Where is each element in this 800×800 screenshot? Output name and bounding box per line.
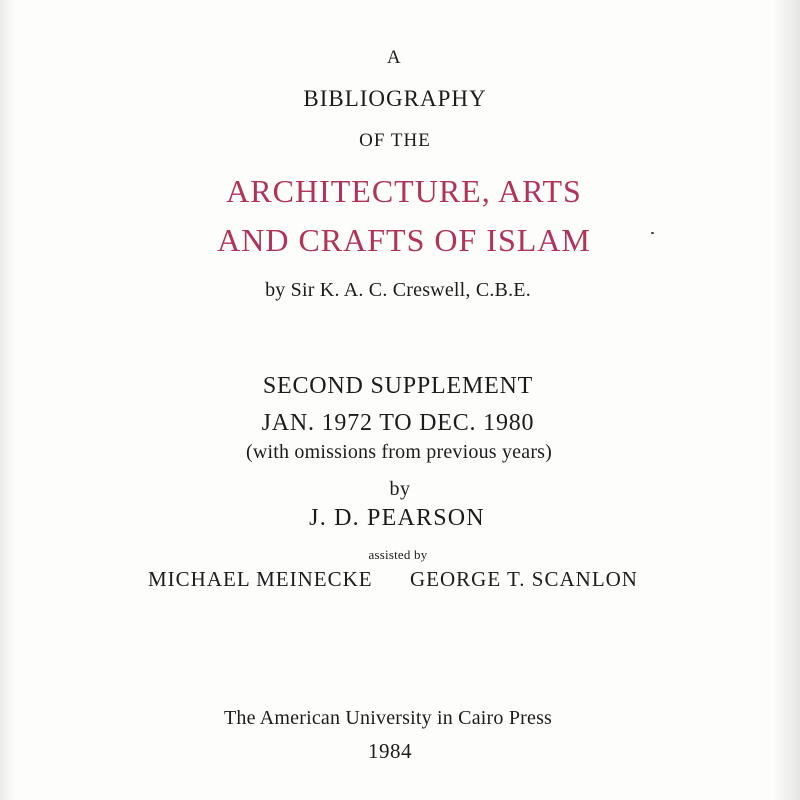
original-author: by Sir K. A. C. Creswell, C.B.E.	[265, 279, 531, 301]
title-of-the: OF THE	[359, 130, 431, 151]
by-label: by	[389, 478, 411, 500]
supplement-title: SECOND SUPPLEMENT	[262, 373, 534, 399]
main-title-line-1: ARCHITECTURE, ARTS	[226, 173, 582, 209]
title-article: A	[386, 47, 402, 68]
editor-name: J. D. PEARSON	[309, 505, 485, 531]
date-range: JAN. 1972 TO DEC. 1980	[261, 410, 535, 436]
scan-edge-shadow-right	[772, 0, 800, 800]
title-bibliography: BIBLIOGRAPHY	[303, 86, 487, 111]
ink-speck	[651, 232, 654, 234]
omissions-note: (with omissions from previous years)	[245, 441, 553, 463]
assisted-by-label: assisted by	[368, 547, 428, 562]
assistant-name-meinecke: MICHAEL MEINECKE	[148, 567, 373, 591]
publication-year: 1984	[368, 739, 412, 763]
scan-edge-shadow-left	[0, 0, 14, 800]
assistant-name-scanlon: GEORGE T. SCANLON	[410, 567, 638, 591]
publisher: The American University in Cairo Press	[223, 707, 553, 729]
main-title-line-2: AND CRAFTS OF ISLAM	[217, 222, 591, 258]
